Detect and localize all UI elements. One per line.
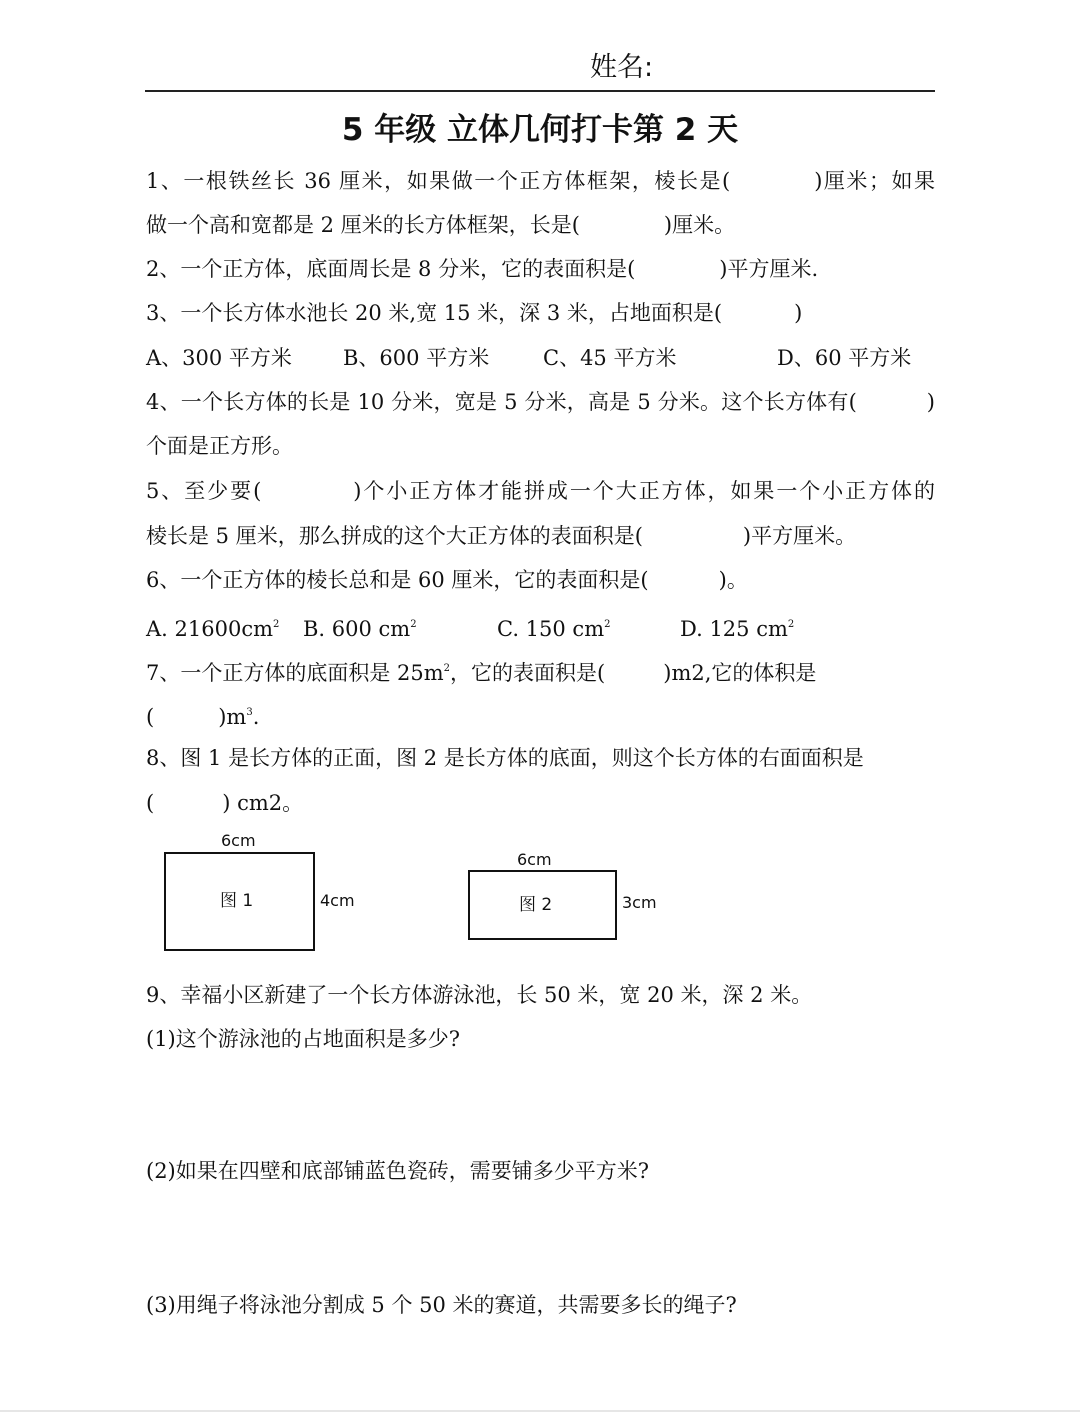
q5-text-c: 棱长是 5 厘米，那么拼成的这个大正方体的表面积是( (146, 524, 643, 548)
q6-option-a[interactable] (146, 610, 279, 644)
q3-option-b[interactable]: B、600 平方米 (343, 346, 490, 370)
q8-text-b: ( (146, 791, 155, 815)
q3-text-b: ) (794, 301, 803, 325)
q5-text-d: )平方厘米。 (742, 524, 857, 548)
q8-text-c: ) cm2。 (222, 791, 304, 815)
q6-option-b-text: B. 600 cm (303, 617, 411, 641)
q6-option-c-text: C. 150 cm (497, 617, 605, 641)
q6-option-d-sup: 2 (787, 619, 795, 630)
q7-line-2 (146, 698, 935, 732)
q4-text-b: ) (926, 390, 935, 414)
q5-line-2 (146, 521, 935, 551)
q6-text-a: 6、一个正方体的棱长总和是 60 厘米，它的表面积是( (146, 568, 649, 592)
q8-line-1: 8、图 1 是长方体的正面，图 2 是长方体的底面，则这个长方体的右面面积是 (146, 746, 864, 770)
q6-option-d[interactable] (680, 610, 794, 644)
q1-text-c: 做一个高和宽都是 2 厘米的长方体框架，长是( (146, 213, 580, 237)
q3-line (146, 298, 935, 328)
fig2-width-label: 6cm (517, 850, 552, 869)
q9-sub2: (2)如果在四壁和底部铺蓝色瓷砖，需要铺多少平方米? (146, 1159, 650, 1183)
fig1-width-label: 6cm (221, 831, 256, 850)
fig2-label: 图 2 (519, 895, 553, 915)
q6-text-b: )。 (718, 568, 748, 592)
q4-line-2: 个面是正方形。 (146, 434, 293, 458)
q7-text-f: . (252, 705, 260, 729)
name-label: 姓名: (590, 52, 654, 83)
q3-option-a[interactable]: A、300 平方米 (146, 346, 292, 370)
q2-line (146, 254, 935, 284)
q1-text-a: 1、一根铁丝长 36 厘米，如果做一个正方体框架，棱长是( (146, 169, 731, 193)
q1-text-d: )厘米。 (663, 213, 736, 237)
q6-option-b-sup: 2 (410, 619, 417, 630)
q3-text-a: 3、一个长方体水池长 20 米,宽 15 米，深 3 米，占地面积是( (146, 301, 723, 325)
q9-sub1: (1)这个游泳池的占地面积是多少? (146, 1027, 461, 1051)
q7-text-d: ( (146, 705, 155, 729)
q3-option-d[interactable]: D、60 平方米 (777, 346, 912, 370)
header-divider (145, 90, 935, 92)
q7-text-b: ，它的表面积是( (450, 661, 606, 685)
q9-stem: 9、幸福小区新建了一个长方体游泳池，长 50 米，宽 20 米，深 2 米。 (146, 983, 813, 1007)
q2-text-b: )平方厘米. (719, 257, 819, 281)
bottom-edge (0, 1410, 1080, 1412)
q6-option-a-text: A. 21600cm (146, 617, 273, 641)
q7-line-1 (146, 654, 935, 688)
q7-sup-a: 2 (443, 663, 451, 674)
page-title: 5 年级 立体几何打卡第 2 天 (341, 112, 739, 148)
q5-line-1 (146, 476, 935, 506)
fig1-label: 图 1 (220, 891, 254, 911)
q6-option-c-sup: 2 (604, 619, 611, 630)
q4-text-a: 4、一个长方体的长是 10 分米，宽是 5 分米，高是 5 分米。这个长方体有( (146, 390, 857, 414)
q7-text-a: 7、一个正方体的底面积是 25m (146, 661, 444, 685)
fig1-height-label: 4cm (320, 891, 355, 910)
fig2-height-label: 3cm (622, 893, 657, 912)
q1-line-1 (146, 166, 935, 196)
q6-option-a-sup: 2 (273, 619, 280, 630)
q7-text-c: )m2,它的体积是 (663, 661, 817, 685)
q1-line-2 (146, 210, 935, 240)
q3-option-c[interactable]: C、45 平方米 (543, 346, 677, 370)
q5-text-a: 5、至少要( (146, 479, 262, 503)
q7-sup-e: 3 (246, 707, 253, 718)
q6-option-c[interactable] (497, 610, 610, 644)
q6-option-d-text: D. 125 cm (680, 617, 788, 641)
q5-text-b: )个小正方体才能拼成一个大正方体，如果一个小正方体的 (353, 479, 935, 503)
q9-sub3: (3)用绳子将泳池分割成 5 个 50 米的赛道，共需要多长的绳子? (146, 1293, 737, 1317)
q2-text-a: 2、一个正方体，底面周长是 8 分米，它的表面积是( (146, 257, 636, 281)
q1-text-b: )厘米；如果 (814, 169, 935, 193)
q4-line-1 (146, 387, 935, 417)
q6-line (146, 565, 935, 595)
q6-option-b[interactable] (303, 610, 417, 644)
q8-line-2 (146, 788, 935, 818)
q7-text-e: )m (218, 705, 247, 729)
